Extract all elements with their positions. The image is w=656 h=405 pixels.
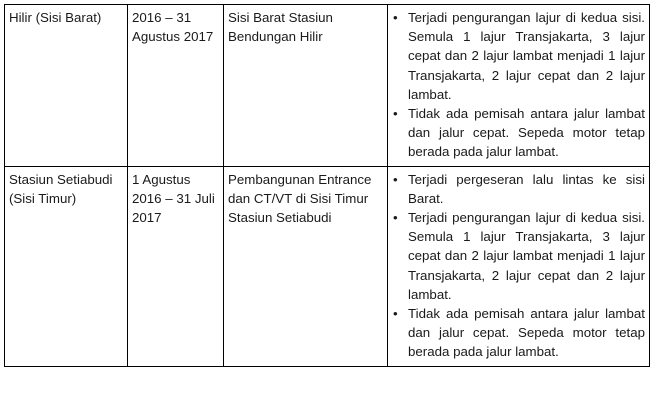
impact-text: Terjadi pergeseran lalu lintas ke sisi Barat. [408,171,645,206]
impact-cell [388,166,650,366]
impact-text: Tidak ada pemisah antara jalur lambat dan jalur cepat. Sepeda motor tetap berada pada jalur lambat. [408,306,645,360]
table-row [5,166,650,366]
activity-cell [224,166,388,366]
location-text: Stasiun Setiabudi (Sisi Timur) [9,171,113,206]
period-text: 2016 – 31 Agustus 2017 [132,10,214,45]
table-row [5,5,650,167]
activity-cell [224,5,388,167]
location-text: Hilir (Sisi Barat) [9,10,102,25]
impact-cell [388,5,650,167]
activity-text: Pembangunan Entrance dan CT/VT di Sisi Timur Stasiun Setiabudi [228,171,372,226]
impact-text: Terjadi pengurangan lajur di kedua sisi. Semula 1 lajur Transjakarta, 3 lajur cepat dan 2 lajur lambat menjadi 1 lajur Transjakarta, 2 lajur cepat dan 2 lajur lambat. [408,210,645,302]
list-item [392,304,645,362]
list-item [392,170,645,208]
bullet-icon: • [393,106,398,122]
list-item [392,208,645,304]
location-cell [5,166,128,366]
bullet-icon: • [393,306,398,322]
impact-text: Terjadi pengurangan lajur di kedua sisi. Semula 1 lajur Transjakarta, 3 lajur cepat dan 2 lajur lambat menjadi 1 lajur Transjakarta, 2 lajur cepat dan 2 lajur lambat. [408,10,645,102]
period-cell [128,166,224,366]
impact-text: Tidak ada pemisah antara jalur lambat dan jalur cepat. Sepeda motor tetap berada pada jalur lambat. [408,106,645,160]
activity-text: Sisi Barat Stasiun Bendungan Hilir [228,10,333,45]
traffic-impact-table [4,4,650,367]
list-item [392,8,645,104]
bullet-icon: • [393,210,398,226]
location-cell [5,5,128,167]
impact-list [392,8,645,162]
impact-list [392,170,645,362]
period-cell [128,5,224,167]
bullet-icon: • [393,10,398,25]
period-text: 1 Agustus 2016 – 31 Juli 2017 [132,171,215,226]
bullet-icon: • [393,171,398,187]
list-item [392,104,645,162]
